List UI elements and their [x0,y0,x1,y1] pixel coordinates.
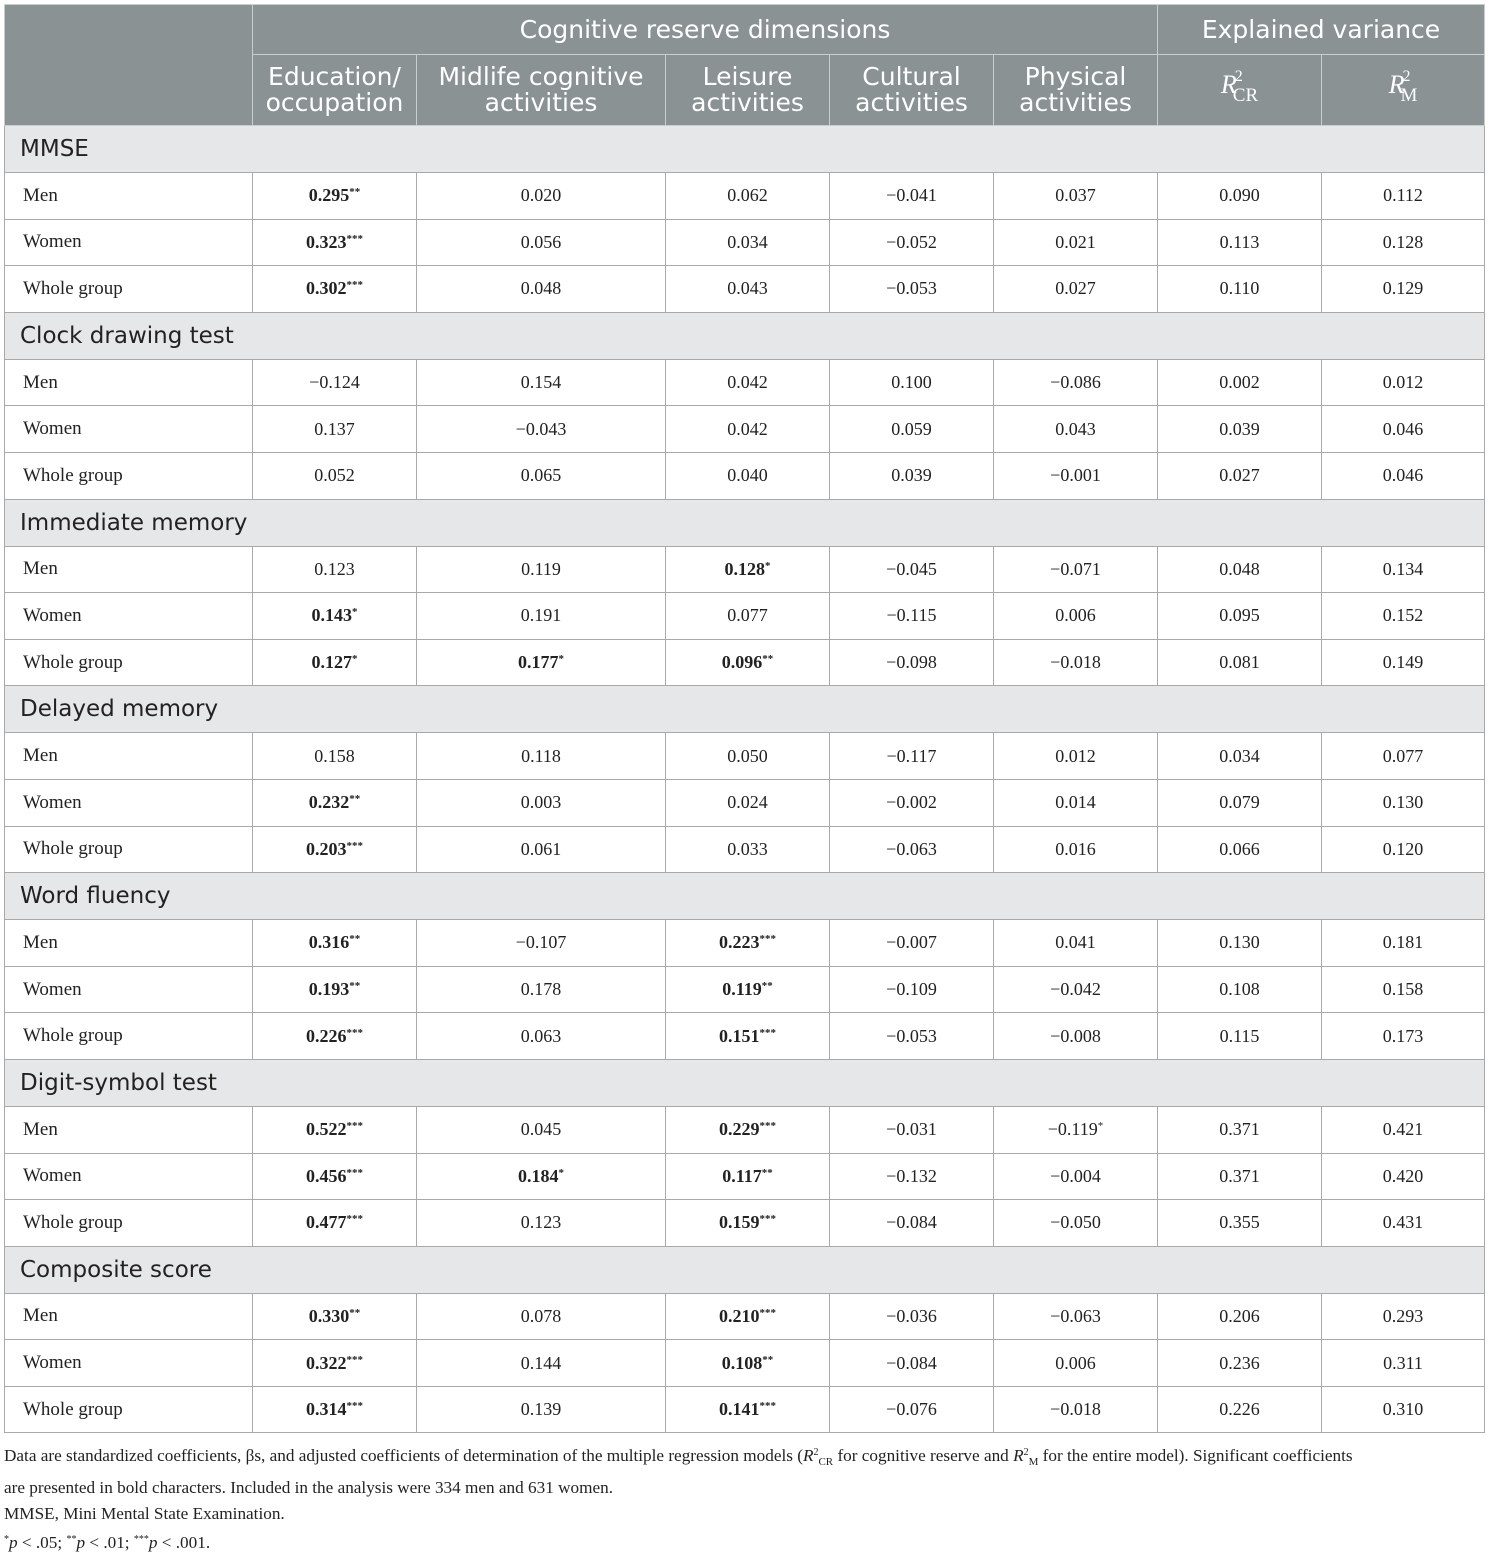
table-cell: 0.134 [1322,546,1485,593]
table-cell: 0.079 [1158,779,1322,826]
table-cell: 0.081 [1158,639,1322,686]
section-title: Word fluency [5,873,1485,920]
table-cell: 0.003 [417,779,666,826]
table-row [5,266,1485,313]
table-cell: 0.077 [1322,733,1485,780]
table-cell: 0.477*** [253,1200,417,1247]
row-label: Men [5,1106,253,1153]
table-cell: 0.012 [994,733,1158,780]
table-cell: 0.420 [1322,1153,1485,1200]
row-label: Men [5,359,253,406]
table-cell: 0.177* [417,639,666,686]
table-cell: 0.096** [666,639,830,686]
table-cell: 0.042 [666,359,830,406]
table-cell: 0.203*** [253,826,417,873]
table-cell: 0.062 [666,173,830,220]
table-cell: 0.137 [253,406,417,453]
footnote-abbreviation: MMSE, Mini Mental State Examination. [4,1504,285,1523]
table-row [5,733,1485,780]
header-midlife-cognitive: Midlife cognitive activities [417,55,666,126]
row-label: Men [5,173,253,220]
row-label: Whole group [5,639,253,686]
table-cell: −0.031 [830,1106,994,1153]
table-cell: 0.066 [1158,826,1322,873]
table-cell: 0.316** [253,920,417,967]
section-title: MMSE [5,126,1485,173]
table-cell: 0.371 [1158,1153,1322,1200]
table-cell: 0.314*** [253,1386,417,1433]
row-label: Whole group [5,266,253,313]
header-row-groups [5,5,1485,55]
table-cell: 0.158 [1322,966,1485,1013]
table-cell: 0.178 [417,966,666,1013]
table-cell: 0.128 [1322,219,1485,266]
table-cell: 0.522*** [253,1106,417,1153]
table-cell: −0.084 [830,1200,994,1247]
table-row [5,1293,1485,1340]
table-footnotes [4,1440,1486,1556]
table-cell: 0.113 [1158,219,1322,266]
table-cell: 0.158 [253,733,417,780]
table-cell: 0.193** [253,966,417,1013]
section-header-row [5,1246,1485,1293]
table-cell: 0.293 [1322,1293,1485,1340]
table-cell: 0.302*** [253,266,417,313]
table-cell: 0.020 [417,173,666,220]
table-cell: 0.119** [666,966,830,1013]
table-cell: 0.027 [1158,452,1322,499]
table-cell: −0.053 [830,1013,994,1060]
table-cell: 0.152 [1322,593,1485,640]
table-cell: 0.037 [994,173,1158,220]
table-cell: 0.226*** [253,1013,417,1060]
table-cell: −0.018 [994,639,1158,686]
table-cell: 0.206 [1158,1293,1322,1340]
table-cell: −0.050 [994,1200,1158,1247]
table-cell: 0.323*** [253,219,417,266]
row-label: Women [5,1153,253,1200]
table-cell: 0.034 [666,219,830,266]
table-row [5,779,1485,826]
header-r2-m: $R^2_M$ [1322,55,1485,126]
table-cell: −0.076 [830,1386,994,1433]
table-cell: 0.056 [417,219,666,266]
row-label: Whole group [5,826,253,873]
table-row [5,1340,1485,1387]
footnote-sample: are presented in bold characters. Included in the analysis were 334 men and 631 women. [4,1478,613,1497]
table-cell: −0.007 [830,920,994,967]
table-cell: 0.115 [1158,1013,1322,1060]
table-cell: 0.128* [666,546,830,593]
table-row [5,173,1485,220]
header-group-explained-variance: Explained variance [1158,5,1485,55]
table-cell: −0.124 [253,359,417,406]
table-cell: 0.127* [253,639,417,686]
table-cell: 0.144 [417,1340,666,1387]
table-cell: 0.065 [417,452,666,499]
table-cell: 0.045 [417,1106,666,1153]
table-cell: 0.130 [1158,920,1322,967]
header-leisure: Leisure activities [666,55,830,126]
table-cell: −0.098 [830,639,994,686]
table-row [5,920,1485,967]
table-cell: −0.119* [994,1106,1158,1153]
table-row [5,639,1485,686]
table-cell: 0.322*** [253,1340,417,1387]
table-row [5,1200,1485,1247]
table-cell: −0.004 [994,1153,1158,1200]
table-cell: 0.229*** [666,1106,830,1153]
row-label: Men [5,920,253,967]
table-cell: 0.048 [1158,546,1322,593]
table-row [5,593,1485,640]
row-label: Whole group [5,1386,253,1433]
table-cell: 0.061 [417,826,666,873]
table-cell: −0.084 [830,1340,994,1387]
row-label: Men [5,546,253,593]
section-title: Clock drawing test [5,312,1485,359]
table-cell: −0.053 [830,266,994,313]
row-label: Women [5,406,253,453]
table-cell: 0.210*** [666,1293,830,1340]
table-cell: −0.063 [994,1293,1158,1340]
table-cell: 0.123 [417,1200,666,1247]
table-cell: −0.071 [994,546,1158,593]
row-label: Whole group [5,1200,253,1247]
table-cell: 0.355 [1158,1200,1322,1247]
table-row [5,1153,1485,1200]
table-cell: 0.149 [1322,639,1485,686]
regression-table [4,4,1485,1433]
table-cell: 0.456*** [253,1153,417,1200]
section-title: Immediate memory [5,499,1485,546]
table-cell: 0.129 [1322,266,1485,313]
footnote-definition: Data are standardized coefficients, βs, and adjusted coefficients of determination of the multiple regression models ($R^2_{CR}$ for cognitive reserve and $R^2_M$ for the entire model). Significant coefficients [4,1446,1353,1468]
table-cell: 0.043 [666,266,830,313]
table-cell: −0.107 [417,920,666,967]
table-row [5,452,1485,499]
table-cell: 0.016 [994,826,1158,873]
table-cell: 0.033 [666,826,830,873]
header-cultural: Cultural activities [830,55,994,126]
table-cell: −0.008 [994,1013,1158,1060]
table-cell: −0.001 [994,452,1158,499]
table-cell: 0.046 [1322,452,1485,499]
table-cell: −0.052 [830,219,994,266]
table-cell: 0.050 [666,733,830,780]
row-label: Women [5,593,253,640]
table-cell: 0.063 [417,1013,666,1060]
section-title: Composite score [5,1246,1485,1293]
footnote-significance: *p < .05; **p < .01; ***p < .001. [4,1533,211,1552]
row-label: Men [5,733,253,780]
table-cell: 0.139 [417,1386,666,1433]
table-cell: 0.027 [994,266,1158,313]
section-title: Delayed memory [5,686,1485,733]
table-row [5,359,1485,406]
table-cell: −0.002 [830,779,994,826]
table-cell: 0.330** [253,1293,417,1340]
table-cell: 0.311 [1322,1340,1485,1387]
table-row [5,546,1485,593]
header-group-cognitive-reserve: Cognitive reserve dimensions [253,5,1158,55]
table-cell: 0.310 [1322,1386,1485,1433]
table-cell: 0.118 [417,733,666,780]
table-cell: 0.034 [1158,733,1322,780]
table-cell: 0.108** [666,1340,830,1387]
table-cell: −0.042 [994,966,1158,1013]
table-cell: 0.046 [1322,406,1485,453]
table-cell: 0.431 [1322,1200,1485,1247]
section-header-row [5,873,1485,920]
table-cell: 0.021 [994,219,1158,266]
table-row [5,966,1485,1013]
results-table-container [4,4,1484,1433]
table-cell: 0.173 [1322,1013,1485,1060]
table-cell: 0.143* [253,593,417,640]
table-cell: 0.181 [1322,920,1485,967]
table-cell: 0.077 [666,593,830,640]
table-cell: 0.059 [830,406,994,453]
table-cell: −0.086 [994,359,1158,406]
table-cell: 0.223*** [666,920,830,967]
header-r2-cr: $R^2_{CR}$ [1158,55,1322,126]
table-row [5,219,1485,266]
table-cell: −0.115 [830,593,994,640]
table-cell: 0.236 [1158,1340,1322,1387]
table-cell: 0.119 [417,546,666,593]
table-cell: 0.141*** [666,1386,830,1433]
table-cell: −0.043 [417,406,666,453]
table-cell: 0.006 [994,593,1158,640]
table-cell: 0.078 [417,1293,666,1340]
table-cell: 0.052 [253,452,417,499]
row-label: Men [5,1293,253,1340]
table-cell: 0.039 [830,452,994,499]
table-cell: 0.130 [1322,779,1485,826]
table-cell: 0.123 [253,546,417,593]
table-cell: 0.024 [666,779,830,826]
table-cell: 0.421 [1322,1106,1485,1153]
row-label: Women [5,779,253,826]
section-title: Digit-symbol test [5,1059,1485,1106]
table-cell: 0.006 [994,1340,1158,1387]
row-label: Women [5,1340,253,1387]
table-cell: 0.041 [994,920,1158,967]
table-row [5,826,1485,873]
table-cell: 0.159*** [666,1200,830,1247]
table-cell: −0.132 [830,1153,994,1200]
table-cell: 0.090 [1158,173,1322,220]
table-cell: 0.232** [253,779,417,826]
section-header-row [5,499,1485,546]
table-cell: 0.226 [1158,1386,1322,1433]
section-header-row [5,1059,1485,1106]
table-cell: 0.151*** [666,1013,830,1060]
table-cell: −0.041 [830,173,994,220]
table-cell: 0.154 [417,359,666,406]
table-cell: 0.100 [830,359,994,406]
header-education-occupation: Education/ occupation [253,55,417,126]
table-cell: 0.112 [1322,173,1485,220]
table-cell: −0.109 [830,966,994,1013]
table-row [5,1013,1485,1060]
table-cell: 0.295** [253,173,417,220]
table-cell: −0.117 [830,733,994,780]
table-cell: 0.039 [1158,406,1322,453]
row-label: Women [5,219,253,266]
table-cell: 0.120 [1322,826,1485,873]
header-physical: Physical activities [994,55,1158,126]
table-cell: 0.371 [1158,1106,1322,1153]
row-label: Women [5,966,253,1013]
table-row [5,406,1485,453]
section-header-row [5,312,1485,359]
table-cell: −0.045 [830,546,994,593]
table-cell: 0.002 [1158,359,1322,406]
table-cell: 0.191 [417,593,666,640]
table-cell: 0.043 [994,406,1158,453]
section-header-row [5,686,1485,733]
table-cell: 0.040 [666,452,830,499]
table-cell: 0.184* [417,1153,666,1200]
table-cell: 0.012 [1322,359,1485,406]
table-body [5,126,1485,1433]
table-cell: −0.036 [830,1293,994,1340]
table-cell: 0.048 [417,266,666,313]
table-cell: 0.095 [1158,593,1322,640]
row-label: Whole group [5,452,253,499]
table-cell: 0.110 [1158,266,1322,313]
table-cell: 0.117** [666,1153,830,1200]
table-cell: 0.014 [994,779,1158,826]
table-cell: −0.063 [830,826,994,873]
table-cell: 0.108 [1158,966,1322,1013]
row-label: Whole group [5,1013,253,1060]
section-header-row [5,126,1485,173]
header-corner-cell [5,5,253,126]
table-cell: 0.042 [666,406,830,453]
table-cell: −0.018 [994,1386,1158,1433]
table-row [5,1106,1485,1153]
table-row [5,1386,1485,1433]
